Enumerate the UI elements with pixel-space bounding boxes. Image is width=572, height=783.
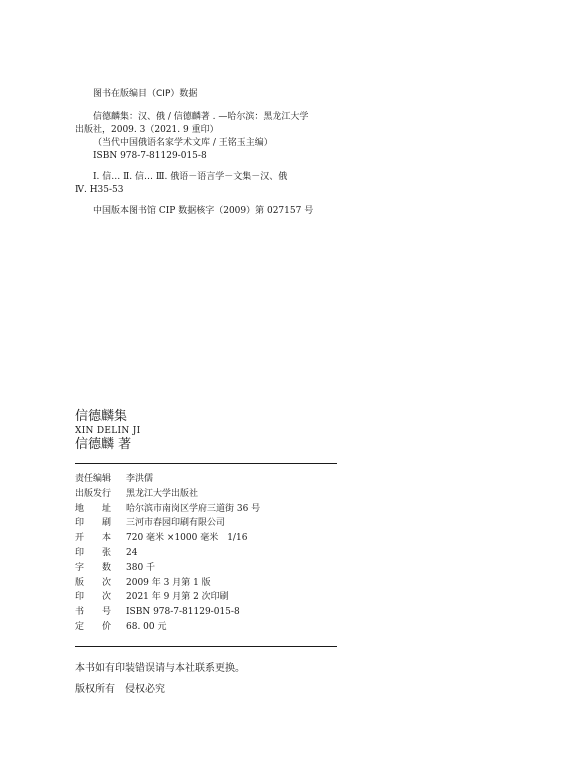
publication-details — [75, 472, 260, 635]
detail-row — [75, 531, 260, 546]
copyright-notice: 版权所有 侵权必究 — [75, 684, 165, 695]
detail-row — [75, 487, 260, 502]
exchange-notice: 本书如有印装错误请与本社联系更换。 — [75, 663, 245, 674]
book-info — [75, 409, 141, 453]
detail-row — [75, 576, 260, 591]
detail-value: 三河市春园印刷有限公司 — [126, 518, 226, 529]
cip-library-number: 中国版本图书馆 CIP 数据核字（2009）第 027157 号 — [93, 206, 314, 216]
detail-key: 开 本 — [75, 533, 112, 544]
detail-key: 字 数 — [75, 562, 112, 573]
cip-series: （当代中国俄语名家学术文库 / 王铭玉主编） — [93, 138, 273, 148]
detail-value: 24 — [126, 547, 138, 558]
detail-key: 印 刷 — [75, 518, 112, 529]
detail-key: 印 次 — [75, 592, 112, 603]
detail-row — [75, 605, 260, 620]
detail-row — [75, 502, 260, 517]
detail-value: 68. 00 元 — [126, 621, 167, 632]
detail-value: 720 毫米 ×1000 毫米 1/16 — [126, 533, 248, 544]
notice-block — [75, 658, 245, 700]
detail-value: ISBN 978-7-81129-015-8 — [126, 607, 240, 618]
detail-row — [75, 546, 260, 561]
cip-classification: Ⅰ. 信… Ⅱ. 信… Ⅲ. 俄语－语言学－文集－汉、俄 — [93, 172, 288, 182]
cip-classification-code: Ⅳ. H35-53 — [75, 185, 124, 195]
detail-key: 定 价 — [75, 621, 112, 632]
detail-value: 2009 年 3 月第 1 版 — [126, 577, 211, 588]
detail-key: 书 号 — [75, 607, 112, 618]
cip-entry-line1: 信德麟集：汉、俄 / 信德麟著 . —哈尔滨：黑龙江大学 — [93, 112, 309, 122]
detail-key: 地 址 — [75, 503, 112, 514]
detail-key: 责任编辑 — [75, 474, 112, 484]
cip-entry-line2: 出版社，2009. 3（2021. 9 重印） — [75, 125, 219, 135]
book-title-pinyin: XIN DELIN JI — [75, 426, 141, 436]
cip-block — [75, 88, 350, 218]
detail-key: 出版发行 — [75, 488, 112, 499]
detail-value: 2021 年 9 月第 2 次印刷 — [126, 592, 229, 603]
detail-key: 版 次 — [75, 577, 112, 588]
detail-row — [75, 561, 260, 576]
bottom-divider — [75, 646, 337, 647]
cip-isbn: ISBN 978-7-81129-015-8 — [93, 151, 207, 161]
detail-value: 380 千 — [126, 562, 156, 573]
detail-row — [75, 516, 260, 531]
detail-row — [75, 620, 260, 635]
cip-heading: 图书在版编目（CIP）数据 — [93, 89, 198, 99]
detail-row — [75, 472, 260, 487]
detail-value: 李洪儒 — [126, 474, 154, 484]
detail-value: 黑龙江大学出版社 — [126, 488, 199, 499]
detail-key: 印 张 — [75, 547, 112, 558]
detail-value: 哈尔滨市南岗区学府三道街 36 号 — [126, 503, 261, 514]
book-author: 信德麟 著 — [75, 437, 132, 452]
book-title: 信德麟集 — [75, 409, 128, 424]
top-divider — [75, 463, 337, 464]
detail-row — [75, 590, 260, 605]
